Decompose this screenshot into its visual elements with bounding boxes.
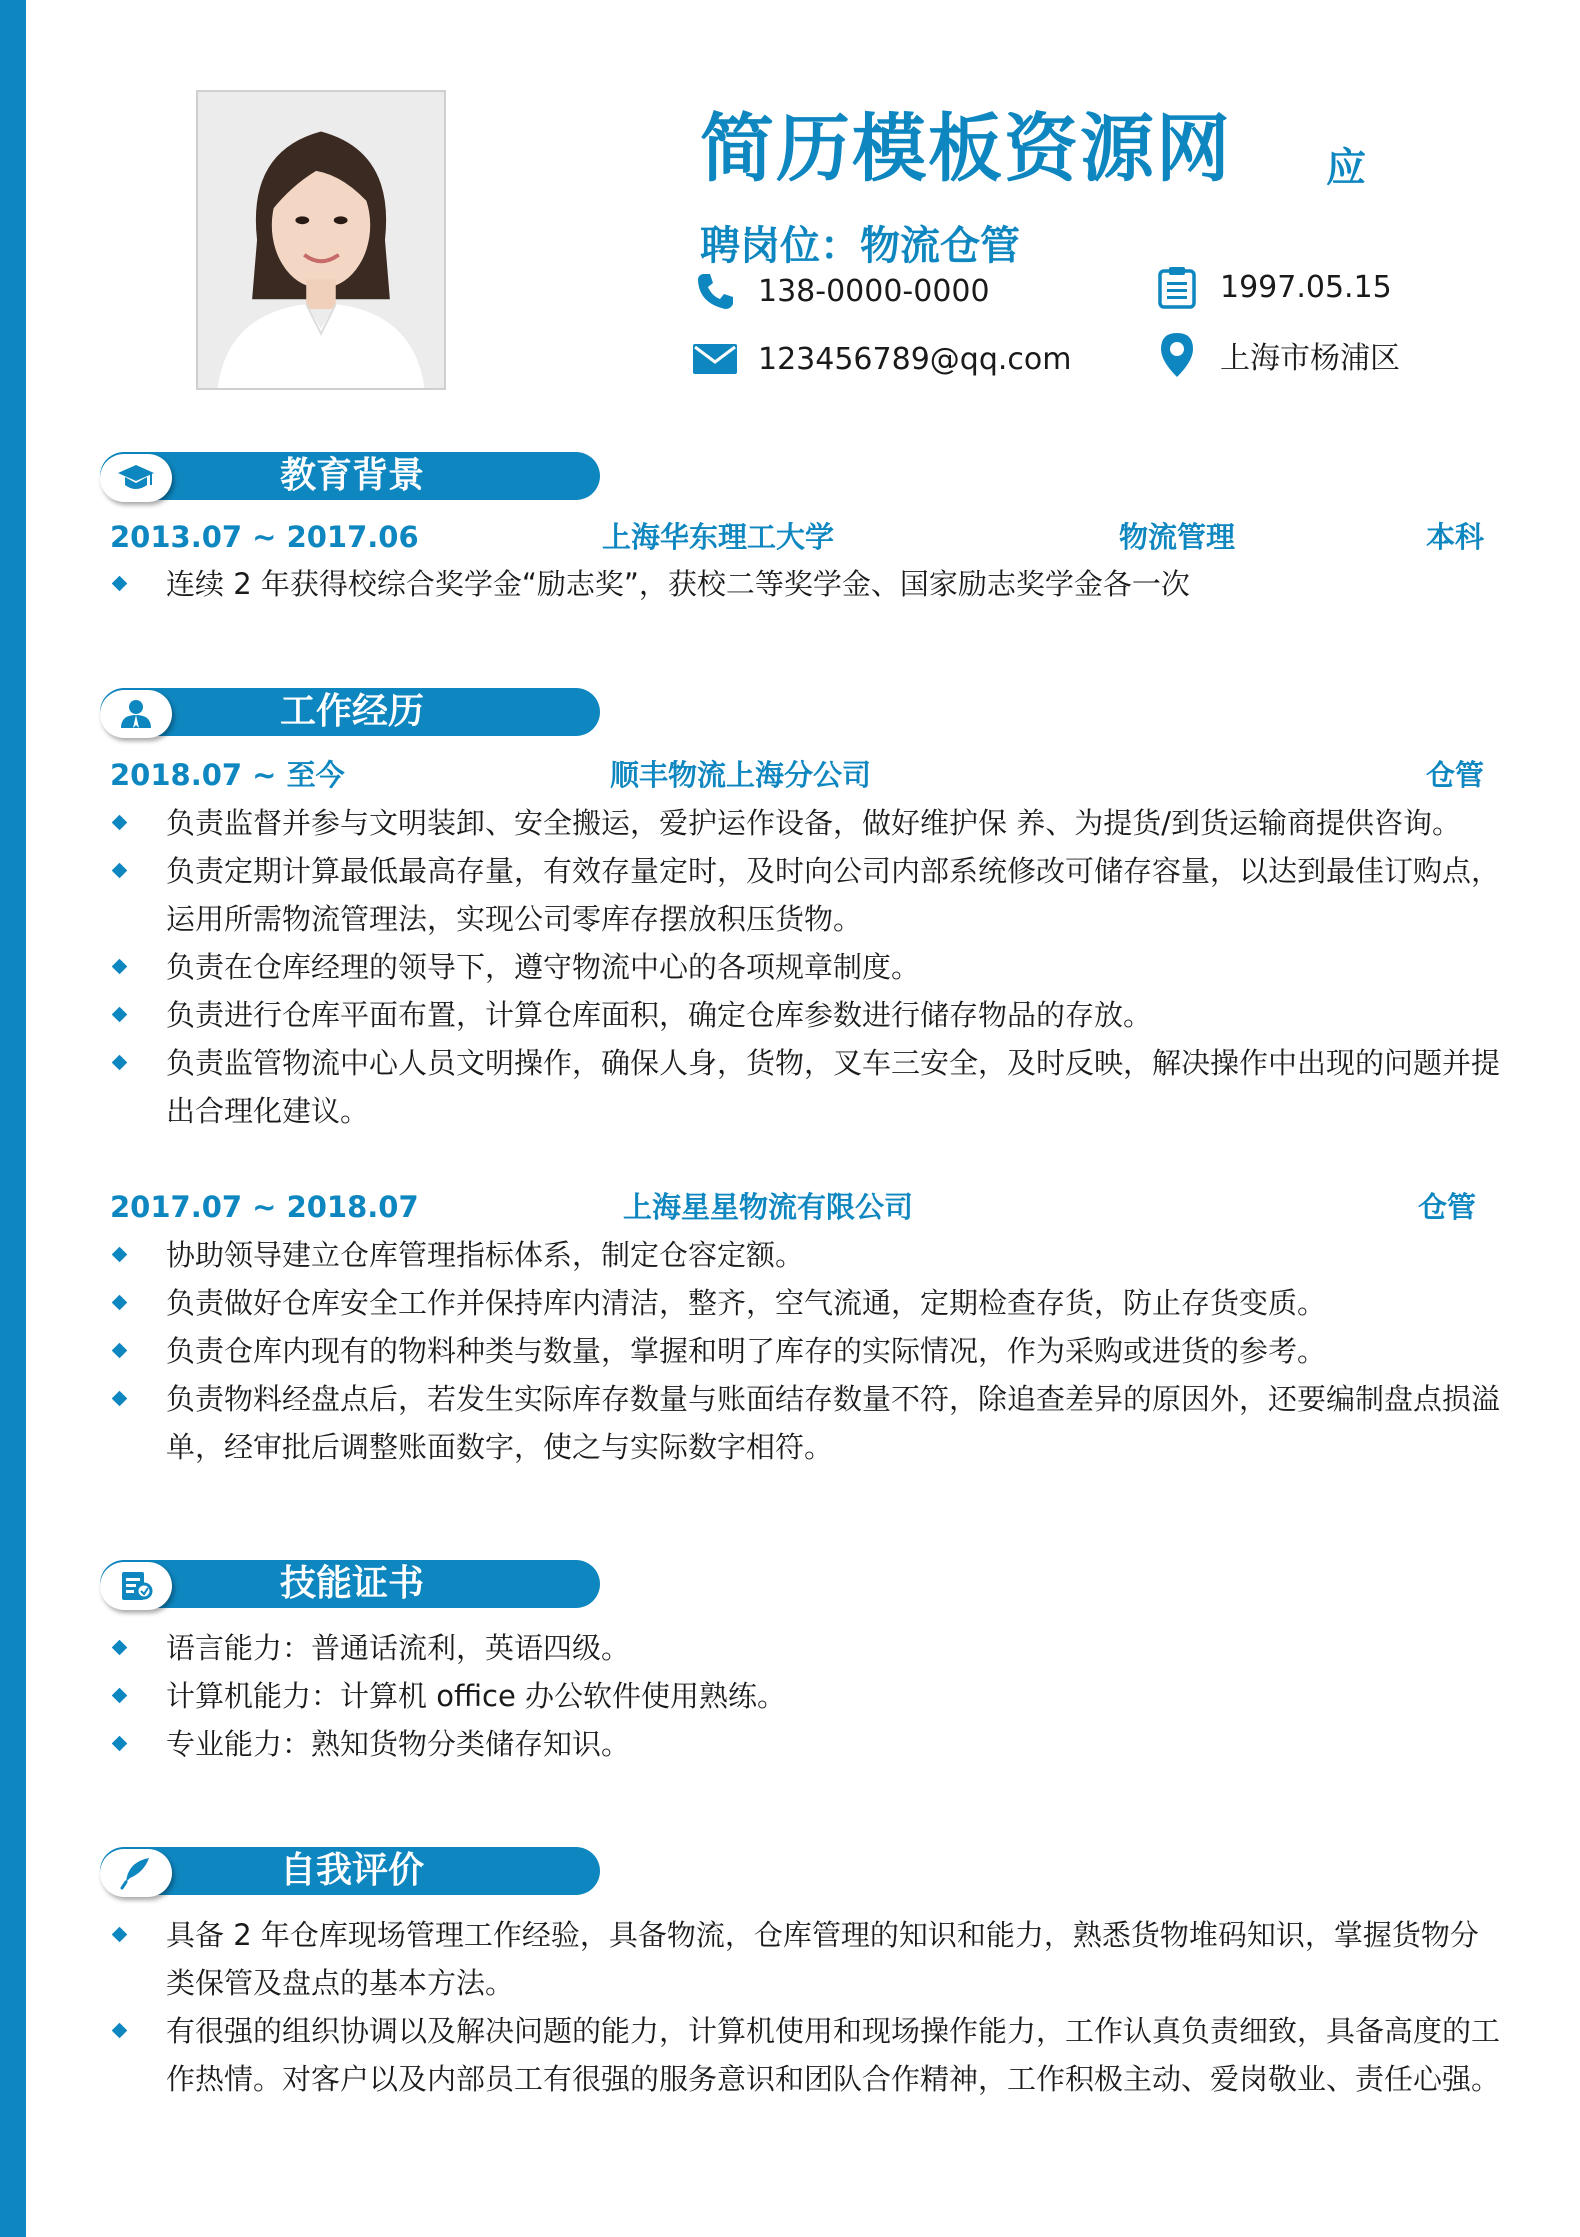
list-item: 负责在仓库经理的领导下，遵守物流中心的各项规章制度。 bbox=[110, 943, 1500, 991]
bullet-diamond-icon bbox=[112, 576, 128, 592]
bullet-diamond-icon bbox=[112, 863, 128, 879]
work-company: 上海星星物流有限公司 bbox=[623, 1190, 914, 1224]
skills-list bbox=[110, 1624, 1500, 1768]
bullet-diamond-icon bbox=[112, 1055, 128, 1071]
section-title: 工作经历 bbox=[280, 691, 425, 732]
bullet-diamond-icon bbox=[112, 1007, 128, 1023]
feather-icon bbox=[100, 1849, 172, 1897]
list-item: 负责监督并参与文明装卸、安全搬运，爱护运作设备，做好维护保 养、为提货/到货运输商提供咨询。 bbox=[110, 799, 1500, 847]
list-item: 具备 2 年仓库现场管理工作经验，具备物流，仓库管理的知识和能力，熟悉货物堆码知识，掌握货物分类保管及盘点的基本方法。 bbox=[110, 1911, 1500, 2007]
bullet-diamond-icon bbox=[112, 1927, 128, 1943]
graduation-cap-icon bbox=[100, 454, 172, 502]
education-section-header bbox=[100, 452, 600, 504]
education-degree: 本科 bbox=[1426, 520, 1485, 554]
list-item: 计算机能力：计算机 office 办公软件使用熟练。 bbox=[110, 1672, 1500, 1720]
education-major: 物流管理 bbox=[1119, 520, 1236, 554]
work-section-header bbox=[100, 688, 600, 740]
email-contact bbox=[690, 334, 1071, 384]
bullet-diamond-icon bbox=[112, 1391, 128, 1407]
list-item: 负责做好仓库安全工作并保持库内清洁，整齐，空气流通，定期检查存货，防止存货变质。 bbox=[110, 1279, 1500, 1327]
list-item: 负责监管物流中心人员文明操作，确保人身，货物，叉车三安全，及时反映，解决操作中出现的问题并提出合理化建议。 bbox=[110, 1039, 1500, 1135]
work-2-list bbox=[110, 1231, 1500, 1471]
location-contact bbox=[1152, 330, 1400, 380]
left-accent-bar bbox=[0, 0, 26, 2237]
self-evaluation-section-header bbox=[100, 1847, 600, 1899]
location-icon bbox=[1152, 330, 1202, 380]
list-item: 有很强的组织协调以及解决问题的能力，计算机使用和现场操作能力，工作认真负责细致，具备高度的工作热情。对客户以及内部员工有很强的服务意识和团队合作精神，工作积极主动、爱岗敬业、责任心强。 bbox=[110, 2007, 1500, 2103]
job-title: 聘岗位：物流仓管 bbox=[700, 223, 1020, 269]
person-icon bbox=[100, 690, 172, 738]
list-item: 负责定期计算最低最高存量，有效存量定时，及时向公司内部系统修改可储存容量，以达到最佳订购点，运用所需物流管理法，实现公司零库存摆放积压货物。 bbox=[110, 847, 1500, 943]
phone-icon bbox=[690, 266, 740, 316]
candidate-name: 简历模板资源网 bbox=[700, 106, 1232, 192]
section-title: 自我评价 bbox=[280, 1850, 425, 1891]
profile-photo bbox=[196, 90, 446, 390]
education-list bbox=[110, 560, 1500, 608]
location-text: 上海市杨浦区 bbox=[1220, 341, 1400, 376]
work-company: 顺丰物流上海分公司 bbox=[610, 758, 872, 792]
email-address: 123456789@qq.com bbox=[758, 341, 1072, 377]
list-item: 专业能力：熟知货物分类储存知识。 bbox=[110, 1720, 1500, 1768]
bullet-diamond-icon bbox=[112, 2023, 128, 2039]
list-item: 负责仓库内现有的物料种类与数量，掌握和明了库存的实际情况，作为采购或进货的参考。 bbox=[110, 1327, 1500, 1375]
bullet-diamond-icon bbox=[112, 1295, 128, 1311]
email-icon bbox=[690, 334, 740, 384]
work-role: 仓管 bbox=[1426, 758, 1485, 792]
list-item: 连续 2 年获得校综合奖学金“励志奖”，获校二等奖学金、国家励志奖学金各一次 bbox=[110, 560, 1500, 608]
certificate-icon bbox=[100, 1562, 172, 1610]
work-role: 仓管 bbox=[1418, 1190, 1477, 1224]
section-title: 教育背景 bbox=[280, 455, 425, 496]
birth-contact bbox=[1152, 262, 1392, 312]
self-evaluation-list bbox=[110, 1911, 1500, 2103]
work-entry-1 bbox=[110, 755, 1498, 795]
bullet-diamond-icon bbox=[112, 1640, 128, 1656]
work-1-list bbox=[110, 799, 1500, 1135]
list-item: 语言能力：普通话流利，英语四级。 bbox=[110, 1624, 1500, 1672]
birth-date: 1997.05.15 bbox=[1220, 269, 1392, 305]
phone-contact bbox=[690, 266, 990, 316]
bullet-diamond-icon bbox=[112, 1343, 128, 1359]
list-item: 负责进行仓库平面布置，计算仓库面积，确定仓库参数进行储存物品的存放。 bbox=[110, 991, 1500, 1039]
education-school: 上海华东理工大学 bbox=[602, 520, 835, 554]
bullet-diamond-icon bbox=[112, 1247, 128, 1263]
work-period: 2018.07 ~ 至今 bbox=[110, 758, 345, 792]
list-item: 协助领导建立仓库管理指标体系，制定仓容定额。 bbox=[110, 1231, 1500, 1279]
list-item: 负责物料经盘点后，若发生实际库存数量与账面结存数量不符，除追查差异的原因外，还要编制盘点损溢单，经审批后调整账面数字，使之与实际数字相符。 bbox=[110, 1375, 1500, 1471]
bullet-diamond-icon bbox=[112, 815, 128, 831]
bullet-diamond-icon bbox=[112, 1688, 128, 1704]
job-title-prefix: 应 bbox=[1326, 145, 1366, 191]
bullet-diamond-icon bbox=[112, 1736, 128, 1752]
work-period: 2017.07 ~ 2018.07 bbox=[110, 1190, 419, 1224]
calendar-icon bbox=[1152, 262, 1202, 312]
education-period: 2013.07 ~ 2017.06 bbox=[110, 520, 419, 554]
work-entry-2 bbox=[110, 1187, 1498, 1227]
education-entry bbox=[110, 517, 1498, 557]
section-title: 技能证书 bbox=[280, 1563, 425, 1604]
bullet-diamond-icon bbox=[112, 959, 128, 975]
skills-section-header bbox=[100, 1560, 600, 1612]
phone-number: 138-0000-0000 bbox=[758, 273, 990, 309]
